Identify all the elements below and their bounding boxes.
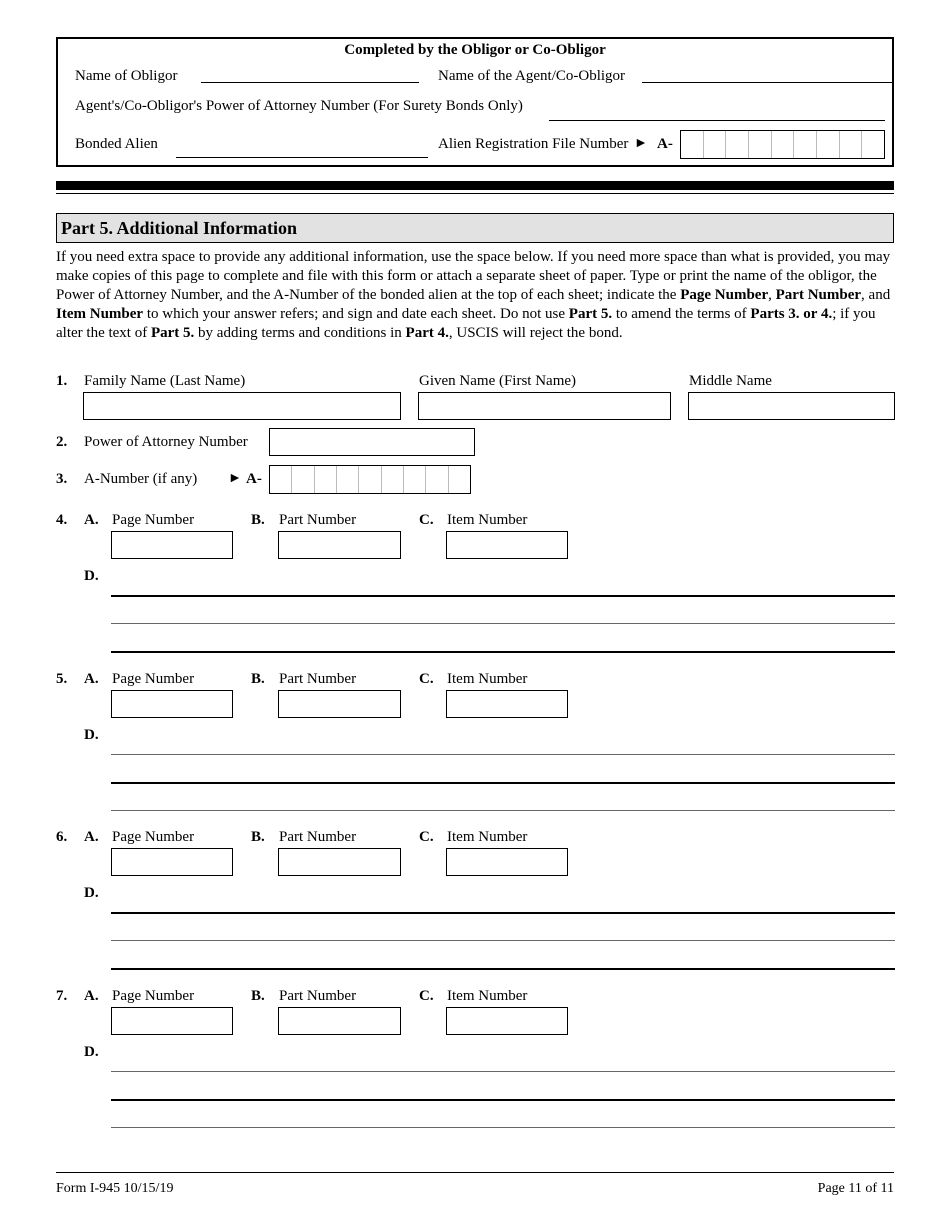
section-divider-thick <box>56 181 894 190</box>
item-number: 5. <box>56 671 68 687</box>
family-name-input[interactable] <box>83 392 401 420</box>
family-name-label: Family Name (Last Name) <box>84 373 246 389</box>
middle-name-label: Middle Name <box>689 373 772 389</box>
answer-line[interactable] <box>111 912 895 914</box>
answer-line[interactable] <box>111 595 895 597</box>
agent-name-label: Name of the Agent/Co-Obligor <box>438 68 626 84</box>
sub-letter-c: C. <box>419 671 434 687</box>
page-number-label: Page Number <box>112 671 195 687</box>
instruction-emphasis: Part 5. <box>568 306 613 322</box>
sub-letter-a: A. <box>84 671 99 687</box>
alien-registration-label: Alien Registration File Number <box>438 136 629 152</box>
answer-line[interactable] <box>111 940 895 941</box>
item-number-input[interactable] <box>446 531 568 559</box>
sub-letter-d: D. <box>84 885 99 901</box>
part-number-label: Part Number <box>279 988 357 1004</box>
form-id: Form I-945 10/15/19 <box>56 1181 174 1196</box>
poa-number-label-2: Power of Attorney Number <box>84 434 248 450</box>
answer-line[interactable] <box>111 754 895 755</box>
instruction-text: ; if you alter the text of <box>56 306 876 341</box>
section-divider-thin <box>56 193 894 194</box>
part-number-input[interactable] <box>278 848 401 876</box>
poa-number-label: Agent's/Co-Obligor's Power of Attorney Number (For Surety Bonds Only) <box>75 98 523 114</box>
instruction-emphasis: Item Number <box>56 306 144 322</box>
middle-name-input[interactable] <box>688 392 895 420</box>
item-number-label: Item Number <box>447 829 528 845</box>
item-number: 6. <box>56 829 68 845</box>
instruction-emphasis: Page Number <box>680 287 769 303</box>
arrow-icon: ► <box>634 136 648 151</box>
poa-number-input[interactable] <box>269 428 475 456</box>
sub-letter-b: B. <box>251 988 265 1004</box>
instruction-emphasis: Parts 3. or 4. <box>750 306 833 322</box>
item-number-2: 2. <box>56 434 68 450</box>
given-name-input[interactable] <box>418 392 671 420</box>
bonded-alien-field[interactable] <box>176 157 428 158</box>
arrow-icon: ► <box>228 471 242 486</box>
instruction-emphasis: Part 5. <box>150 325 195 341</box>
sub-letter-a: A. <box>84 829 99 845</box>
item-number-1: 1. <box>56 373 68 389</box>
part-number-label: Part Number <box>279 512 357 528</box>
page-number-input[interactable] <box>111 531 233 559</box>
footer-rule <box>56 1172 894 1173</box>
answer-line[interactable] <box>111 1071 895 1072</box>
part-number-input[interactable] <box>278 690 401 718</box>
item-number-label: Item Number <box>447 988 528 1004</box>
sub-letter-c: C. <box>419 512 434 528</box>
a-number-prefix-2: A- <box>246 471 262 487</box>
alien-registration-input[interactable] <box>680 130 885 159</box>
item-number-label: Item Number <box>447 671 528 687</box>
instruction-emphasis: Part Number <box>775 287 862 303</box>
sub-letter-b: B. <box>251 512 265 528</box>
sub-letter-d: D. <box>84 1044 99 1060</box>
answer-line[interactable] <box>111 1099 895 1101</box>
answer-line[interactable] <box>111 810 895 811</box>
answer-line[interactable] <box>111 968 895 970</box>
item-number: 4. <box>56 512 68 528</box>
sub-letter-a: A. <box>84 512 99 528</box>
part5-instructions <box>56 248 896 343</box>
part-number-label: Part Number <box>279 671 357 687</box>
page-number: Page 11 of 11 <box>817 1181 894 1196</box>
sub-letter-b: B. <box>251 671 265 687</box>
instruction-emphasis: Part 4. <box>405 325 449 341</box>
answer-line[interactable] <box>111 782 895 784</box>
answer-line[interactable] <box>111 623 895 624</box>
answer-line[interactable] <box>111 651 895 653</box>
part-number-input[interactable] <box>278 1007 401 1035</box>
part-number-input[interactable] <box>278 531 401 559</box>
item-number-3: 3. <box>56 471 68 487</box>
page-number-label: Page Number <box>112 988 195 1004</box>
obligor-section-title: Completed by the Obligor or Co-Obligor <box>344 42 606 58</box>
sub-letter-b: B. <box>251 829 265 845</box>
part5-title: Part 5. Additional Information <box>61 218 298 238</box>
a-number-input[interactable] <box>269 465 471 494</box>
instruction-text: to amend the terms of <box>612 306 751 322</box>
item-number-input[interactable] <box>446 1007 568 1035</box>
page-number-label: Page Number <box>112 512 195 528</box>
page-number-input[interactable] <box>111 690 233 718</box>
instruction-text: , USCIS will reject the bond. <box>448 325 623 341</box>
sub-letter-c: C. <box>419 988 434 1004</box>
item-number-input[interactable] <box>446 690 568 718</box>
instruction-text: , and <box>861 287 891 303</box>
page-number-input[interactable] <box>111 848 233 876</box>
obligor-name-label: Name of Obligor <box>75 68 178 84</box>
page-number-input[interactable] <box>111 1007 233 1035</box>
given-name-label: Given Name (First Name) <box>419 373 577 389</box>
sub-letter-d: D. <box>84 727 99 743</box>
item-number: 7. <box>56 988 68 1004</box>
instruction-text: If you need extra space to provide any additional information, use the space below. If you need more space than what is provided, you may make copies of this page to complete and file with this form or attach a separate sheet of paper. Type or print the name of the obligor, the Power of Attorney Number, and the A-Number of the bonded alien at the top of each sheet; indicate the <box>56 249 891 303</box>
answer-line[interactable] <box>111 1127 895 1128</box>
instruction-text: by adding terms and conditions in <box>194 325 406 341</box>
page-number-label: Page Number <box>112 829 195 845</box>
sub-letter-c: C. <box>419 829 434 845</box>
instruction-text: to which your answer refers; and sign and date each sheet. Do not use <box>143 306 569 322</box>
item-number-input[interactable] <box>446 848 568 876</box>
sub-letter-d: D. <box>84 568 99 584</box>
item-number-label: Item Number <box>447 512 528 528</box>
part-number-label: Part Number <box>279 829 357 845</box>
a-number-label: A-Number (if any) <box>84 471 198 487</box>
bonded-alien-label: Bonded Alien <box>75 136 158 152</box>
instruction-text: , <box>768 287 776 303</box>
poa-number-field[interactable] <box>549 120 885 121</box>
a-number-prefix: A- <box>657 136 673 152</box>
agent-name-field[interactable] <box>642 82 892 83</box>
sub-letter-a: A. <box>84 988 99 1004</box>
obligor-name-field[interactable] <box>201 82 419 83</box>
